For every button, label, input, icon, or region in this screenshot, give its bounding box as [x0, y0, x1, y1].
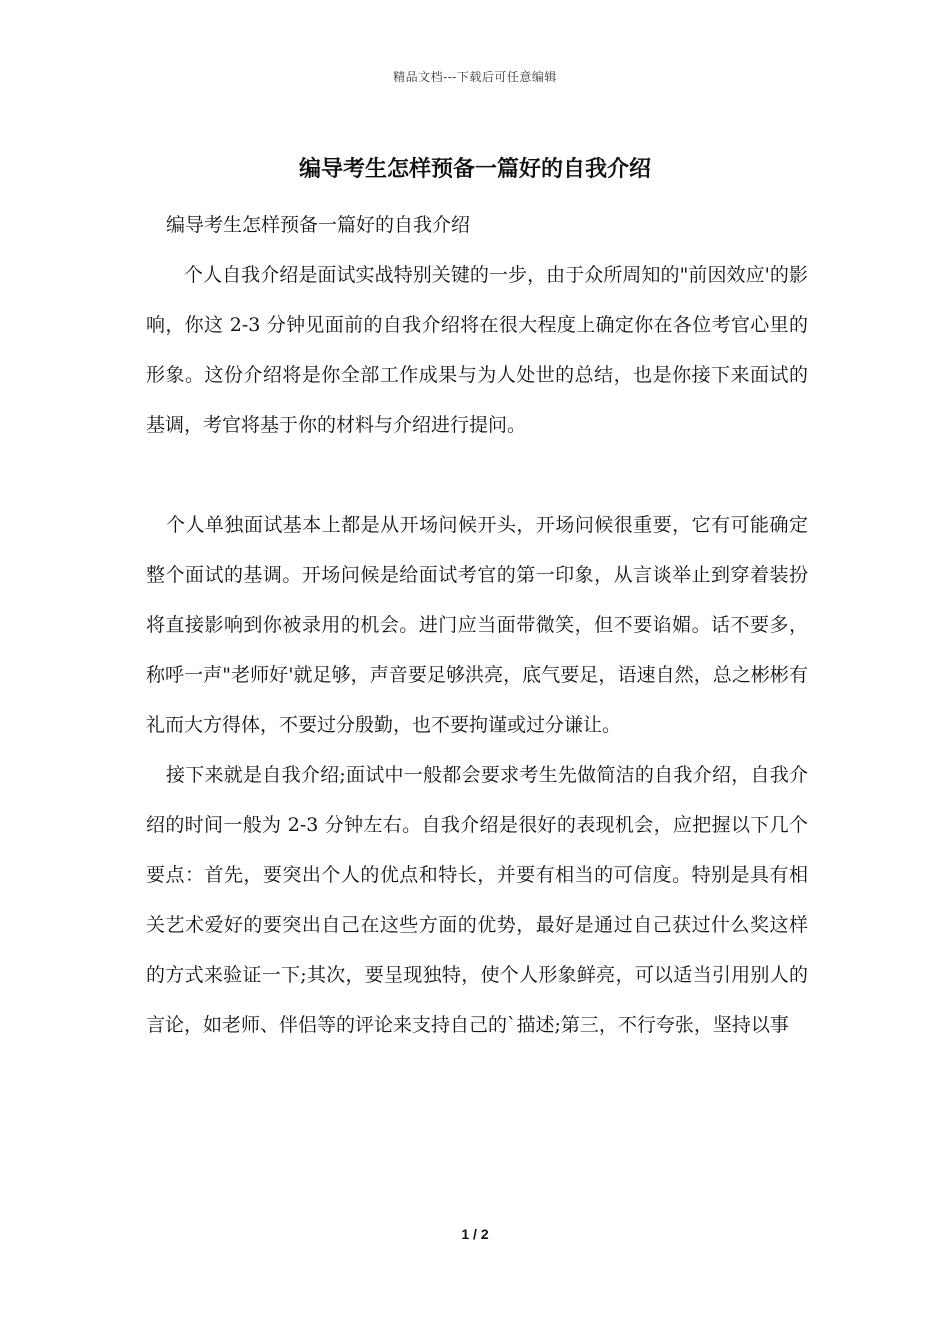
document-body: [146, 200, 808, 1050]
paragraph: 个人自我介绍是面试实战特别关键的一步，由于众所周知的"前因效应'的影响，你这 2-3 分钟见面前的自我介绍将在很大程度上确定你在各位考官心里的形象。这份介绍将是你全部工作成果与为人处世的总结，也是你接下来面试的基调，考官将基于你的材料与介绍进行提问。: [146, 264, 808, 436]
paragraph: 接下来就是自我介绍;面试中一般都会要求考生先做简洁的自我介绍，自我介绍的时间一般为 2-3 分钟左右。自我介绍是很好的表现机会，应把握以下几个要点：首先，要突出个人的优点和特长，并要有相当的可信度。特别是具有相关艺术爱好的要突出自己在这些方面的优势，最好是通过自己获过什么奖这样的方式来验证一下;其次，要呈现独特，使个人形象鲜亮，可以适当引用别人的言论，如老师、伴侣等的评论来支持自己的`描述;第三，不行夸张，坚持以事: [146, 764, 808, 1036]
page-number: 1 / 2: [461, 1226, 489, 1242]
paragraph: 个人单独面试基本上都是从开场问候开头，开场问候很重要，它有可能确定整个面试的基调。开场问候是给面试考官的第一印象，从言谈举止到穿着装扮将直接影响到你被录用的机会。进门应当面带微笑，但不要谄媚。话不要多，称呼一声"老师好'就足够，声音要足够洪亮，底气要足，语速自然，总之彬彬有礼而大方得体，不要过分殷勤，也不要拘谨或过分谦让。: [146, 514, 808, 736]
page-header: 精品文档---下载后可任意编辑: [393, 70, 557, 84]
document-title: 编导考生怎样预备一篇好的自我介绍: [298, 156, 651, 182]
document-subtitle: 编导考生怎样预备一篇好的自我介绍: [166, 214, 471, 236]
